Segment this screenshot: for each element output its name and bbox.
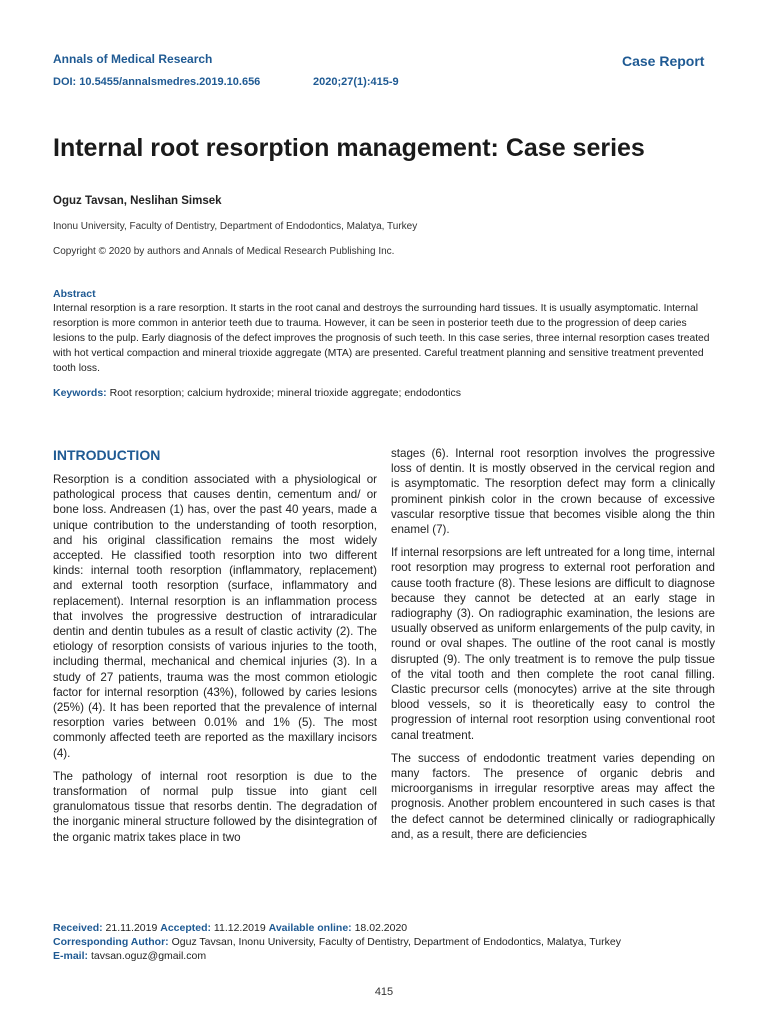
paragraph: The success of endodontic treatment varies depending on many factors. The presence of organic debris and microorganisms in irregular resorptive areas may affect the prognosis. Another problem encountered in such cases is that the defect cannot be determined clinically or radiographically and, as a result, there are deficiencies (391, 751, 715, 841)
online-date: 18.02.2020 (354, 922, 408, 934)
email-line (53, 949, 621, 963)
abstract-text: Internal resorption is a rare resorption. It starts in the root canal and destroys the surrounding hard tissues. It is usually asymptomatic. Internal resorption is more common in anterior teeth due to trauma. However, it can be seen in posterior teeth due to the progression of deep caries lesions to the pulp. Early diagnosis of the defect improves the prognosis of such teeth. In this case series, three internal resorption cases treated with hot vertical compaction and mineral trioxide aggregate (MTA) are presented. Careful treatment planning and sensitive treatment prevented tooth loss. (53, 303, 710, 374)
received-label: Received: (53, 922, 103, 934)
paragraph: stages (6). Internal root resorption involves the progressive loss of dentin. It is mostly observed in the cervical region and is asymptomatic. The resorption defect may form a clinically prominent pinkish color in the crown because of excessive vascular resorptive tissue that becomes visible along the thin enamel (7). (391, 447, 715, 537)
page-number: 415 (374, 986, 394, 998)
paragraph: Resorption is a condition associated with a physiological or pathological process that causes dentin, cementum and/ or bone loss. Andreasen (1) has, over the past 40 years, made a unique contribution to the understanding of tooth resorption, and his original classification remains the most widely accepted. He classified tooth resorption into two different kinds: internal tooth resorption (inflammatory, replacement) and external tooth resorption (surface, inflammatory and replacement). Internal resorption is an inflammation process that involves the progressive destruction of intraradicular dentin and dentin tubules as a result of clastic activity (2). The etiology of resorption consists of various injuries to the tooth, including thermal, mechanical and chemical injuries (3). In a study of 27 patients, trauma was the most common etiologic factor for internal resorption (43%), followed by caries lesions (25%) (4). It has been reported that the prevalence of internal resorption varies between 0.01% and 1% (5). The most commonly affected teeth are reported as the maxillary incisors (4). (53, 473, 377, 760)
body-column-right (391, 446, 715, 850)
email-address[interactable]: tavsan.oguz@gmail.com (90, 950, 207, 962)
paragraph: If internal resorpsions are left untreated for a long time, internal root resorption may progress to external root perforation and cause tooth fracture (8). These lesions are difficult to diagnose because they cannot be detected at an early stage in radiography (3). On radiographic examination, the lesions are usually observed as uniform enlargements of the pulp cavity, in round or oval shapes. The outline of the root canal is mostly disrupted (9). The only treatment is to remove the pulp tissue of the vital tooth and then complete the root canal filling. Clastic precursor cells (monocytes) arrive at the site through blood vessels, so it is theoretically easy to control the progression of internal root resorption using conventional root canal treatment. (391, 546, 715, 742)
affiliation: Inonu University, Faculty of Dentistry, Department of Endodontics, Malatya, Turkey (53, 221, 418, 232)
online-label: Available online: (268, 922, 352, 934)
article-footer (53, 921, 621, 963)
accepted-date: 11.12.2019 (213, 922, 266, 934)
received-date: 21.11.2019 (105, 922, 158, 934)
section-heading-introduction: INTRODUCTION (53, 447, 161, 463)
keywords (53, 387, 715, 399)
corresponding-author: Oguz Tavsan, Inonu University, Faculty of Dentistry, Department of Endodontics, Malatya, Turkey (171, 936, 621, 948)
dates-line (53, 921, 621, 935)
keywords-label: Keywords: (53, 387, 107, 399)
article-type: Case Report (622, 53, 705, 69)
abstract-heading: Abstract (53, 288, 96, 300)
body-column-left (53, 472, 377, 853)
article-title: Internal root resorption management: Case series (53, 134, 645, 162)
authors: Oguz Tavsan, Neslihan Simsek (53, 195, 222, 207)
paragraph: The pathology of internal root resorption is due to the transformation of normal pulp tissue into giant cell granulomatous tissue that resorbs dentin. The degradation of the inorganic mineral structure followed by the disintegration of the organic matrix takes place in two (53, 769, 377, 844)
keywords-text: Root resorption; calcium hydroxide; mineral trioxide aggregate; endodontics (109, 387, 461, 399)
corresponding-line (53, 935, 621, 949)
journal-name: Annals of Medical Research (53, 52, 213, 66)
copyright-notice: Copyright © 2020 by authors and Annals of Medical Research Publishing Inc. (53, 246, 395, 257)
email-label: E-mail: (53, 950, 89, 962)
doi-link[interactable]: DOI: 10.5455/annalsmedres.2019.10.656 (53, 76, 261, 88)
volume-issue-pages: 2020;27(1):415-9 (313, 76, 399, 88)
corresponding-label: Corresponding Author: (53, 936, 169, 948)
accepted-label: Accepted: (160, 922, 211, 934)
